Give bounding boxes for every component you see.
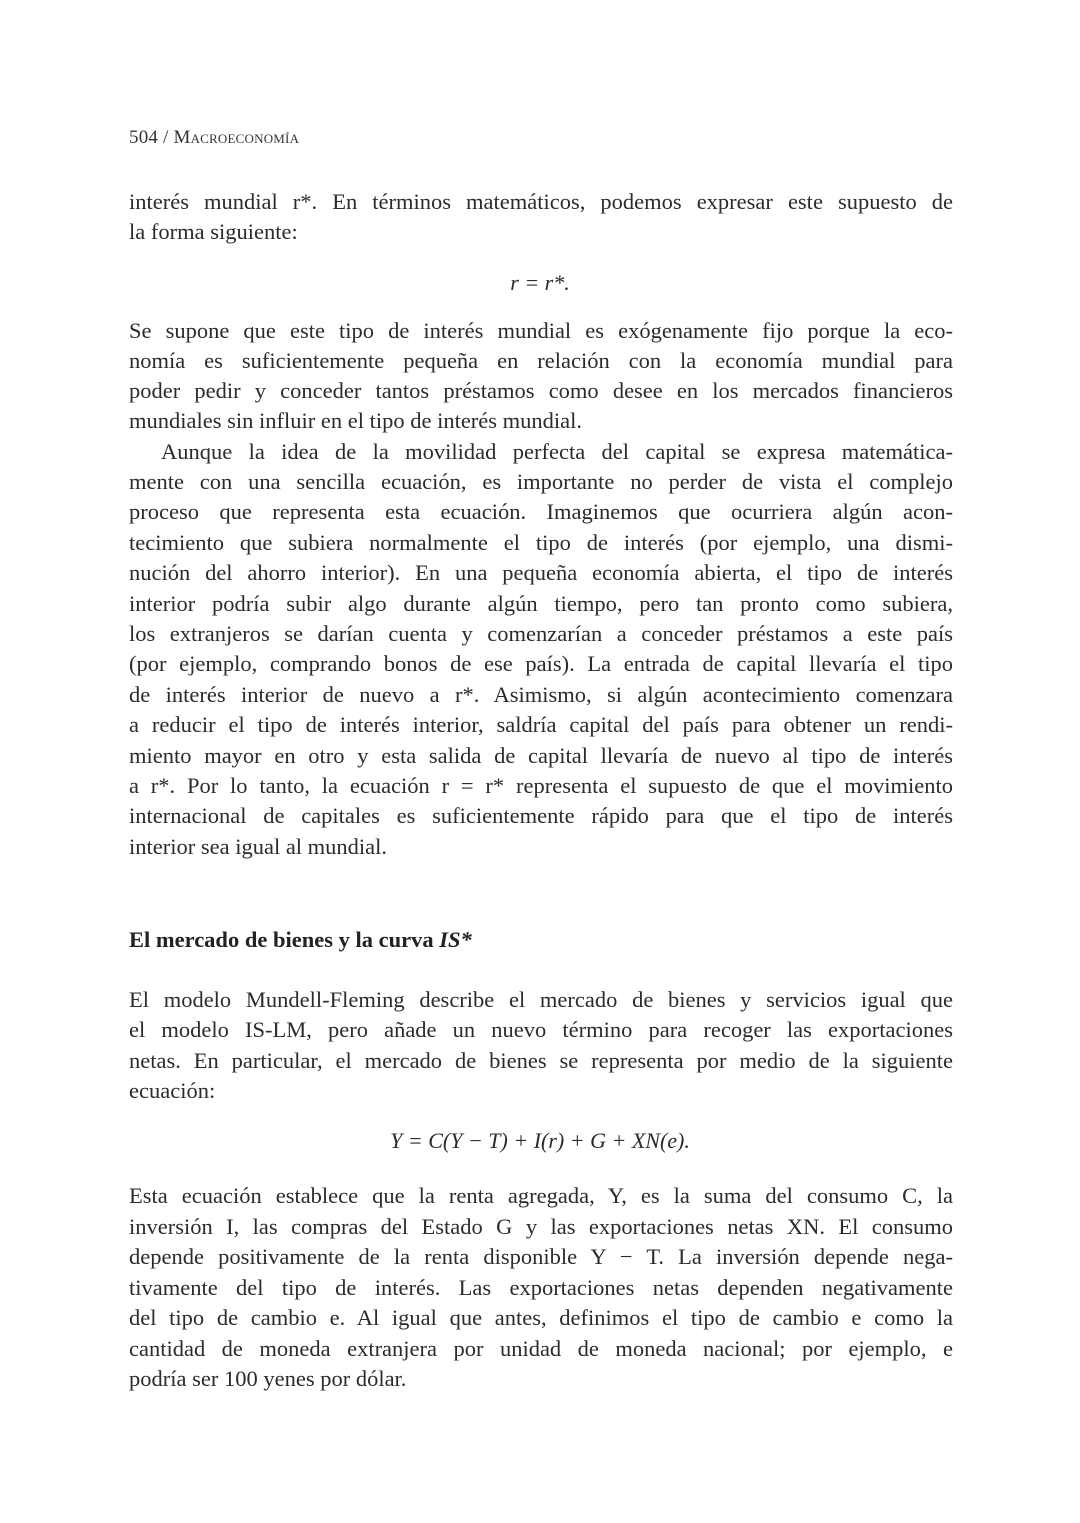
text-line: inversión I, las compras del Estado G y las exportaciones netas XN. El consumo: [129, 1214, 953, 1239]
text-line: interés mundial r*. En términos matemáticos, podemos expresar este supuesto de: [129, 189, 953, 214]
text-line: nomía es suficientemente pequeña en relación con la economía mundial para: [129, 348, 953, 373]
text-line: ecuación:: [129, 1078, 216, 1103]
text-line: del tipo de cambio e. Al igual que antes, definimos el tipo de cambio e como la: [129, 1305, 953, 1330]
text-line: mundiales sin influir en el tipo de interés mundial.: [129, 408, 583, 433]
header-separator: /: [158, 127, 174, 148]
running-head: [129, 127, 299, 149]
text-line: interior sea igual al mundial.: [129, 834, 388, 859]
text-line: tivamente del tipo de interés. Las exportaciones netas dependen negativamente: [129, 1275, 953, 1300]
text-line: proceso que representa esta ecuación. Imaginemos que ocurriera algún acon-: [129, 499, 953, 524]
text-line: Se supone que este tipo de interés mundial es exógenamente fijo porque la eco-: [129, 318, 953, 343]
text-line: mente con una sencilla ecuación, es importante no perder de vista el complejo: [129, 469, 953, 494]
text-line: (por ejemplo, comprando bonos de ese país). La entrada de capital llevaría el tipo: [129, 651, 953, 676]
text-line: miento mayor en otro y esta salida de capital llevaría de nuevo al tipo de interés: [129, 743, 953, 768]
book-title: Macroeconomía: [173, 127, 300, 148]
page-number: 504: [129, 127, 159, 148]
text-line: interior podría subir algo durante algún tiempo, pero tan pronto como subiera,: [129, 591, 953, 616]
section-heading: [129, 925, 472, 955]
text-line: podría ser 100 yenes por dólar.: [129, 1366, 407, 1391]
text-line: tecimiento que subiera normalmente el tipo de interés (por ejemplo, una dismi-: [129, 530, 953, 555]
equation-goods-market: Y = C(Y − T) + I(r) + G + XN(e).: [390, 1128, 690, 1153]
text-line: poder pedir y conceder tantos préstamos como desee en los mercados financieros: [129, 378, 953, 403]
text-line: nución del ahorro interior). En una pequeña economía abierta, el tipo de interés: [129, 560, 953, 585]
text-line: internacional de capitales es suficientemente rápido para que el tipo de interés: [129, 803, 953, 828]
text-line: cantidad de moneda extranjera por unidad de moneda nacional; por ejemplo, e: [129, 1336, 953, 1361]
text-line: la forma siguiente:: [129, 219, 298, 244]
text-line: depende positivamente de la renta disponible Y − T. La inversión depende nega-: [129, 1244, 953, 1269]
section-heading-italic: IS*: [439, 927, 472, 952]
text-line: Aunque la idea de la movilidad perfecta del capital se expresa matemática-: [161, 439, 953, 464]
text-line: a reducir el tipo de interés interior, saldría capital del país para obtener un rendi-: [129, 712, 953, 737]
equation-world-interest-rate: r = r*.: [510, 270, 570, 295]
text-line: los extranjeros se darían cuenta y comenzarían a conceder préstamos a este país: [129, 621, 953, 646]
text-line: de interés interior de nuevo a r*. Asimismo, si algún acontecimiento comenzara: [129, 682, 953, 707]
text-line: Esta ecuación establece que la renta agregada, Y, es la suma del consumo C, la: [129, 1183, 953, 1208]
text-line: El modelo Mundell-Fleming describe el mercado de bienes y servicios igual que: [129, 987, 953, 1012]
text-line: el modelo IS-LM, pero añade un nuevo término para recoger las exportaciones: [129, 1017, 953, 1042]
text-line: netas. En particular, el mercado de bienes se representa por medio de la siguiente: [129, 1048, 953, 1073]
text-line: a r*. Por lo tanto, la ecuación r = r* representa el supuesto de que el movimiento: [129, 773, 953, 798]
section-heading-text: El mercado de bienes y la curva: [129, 927, 440, 952]
